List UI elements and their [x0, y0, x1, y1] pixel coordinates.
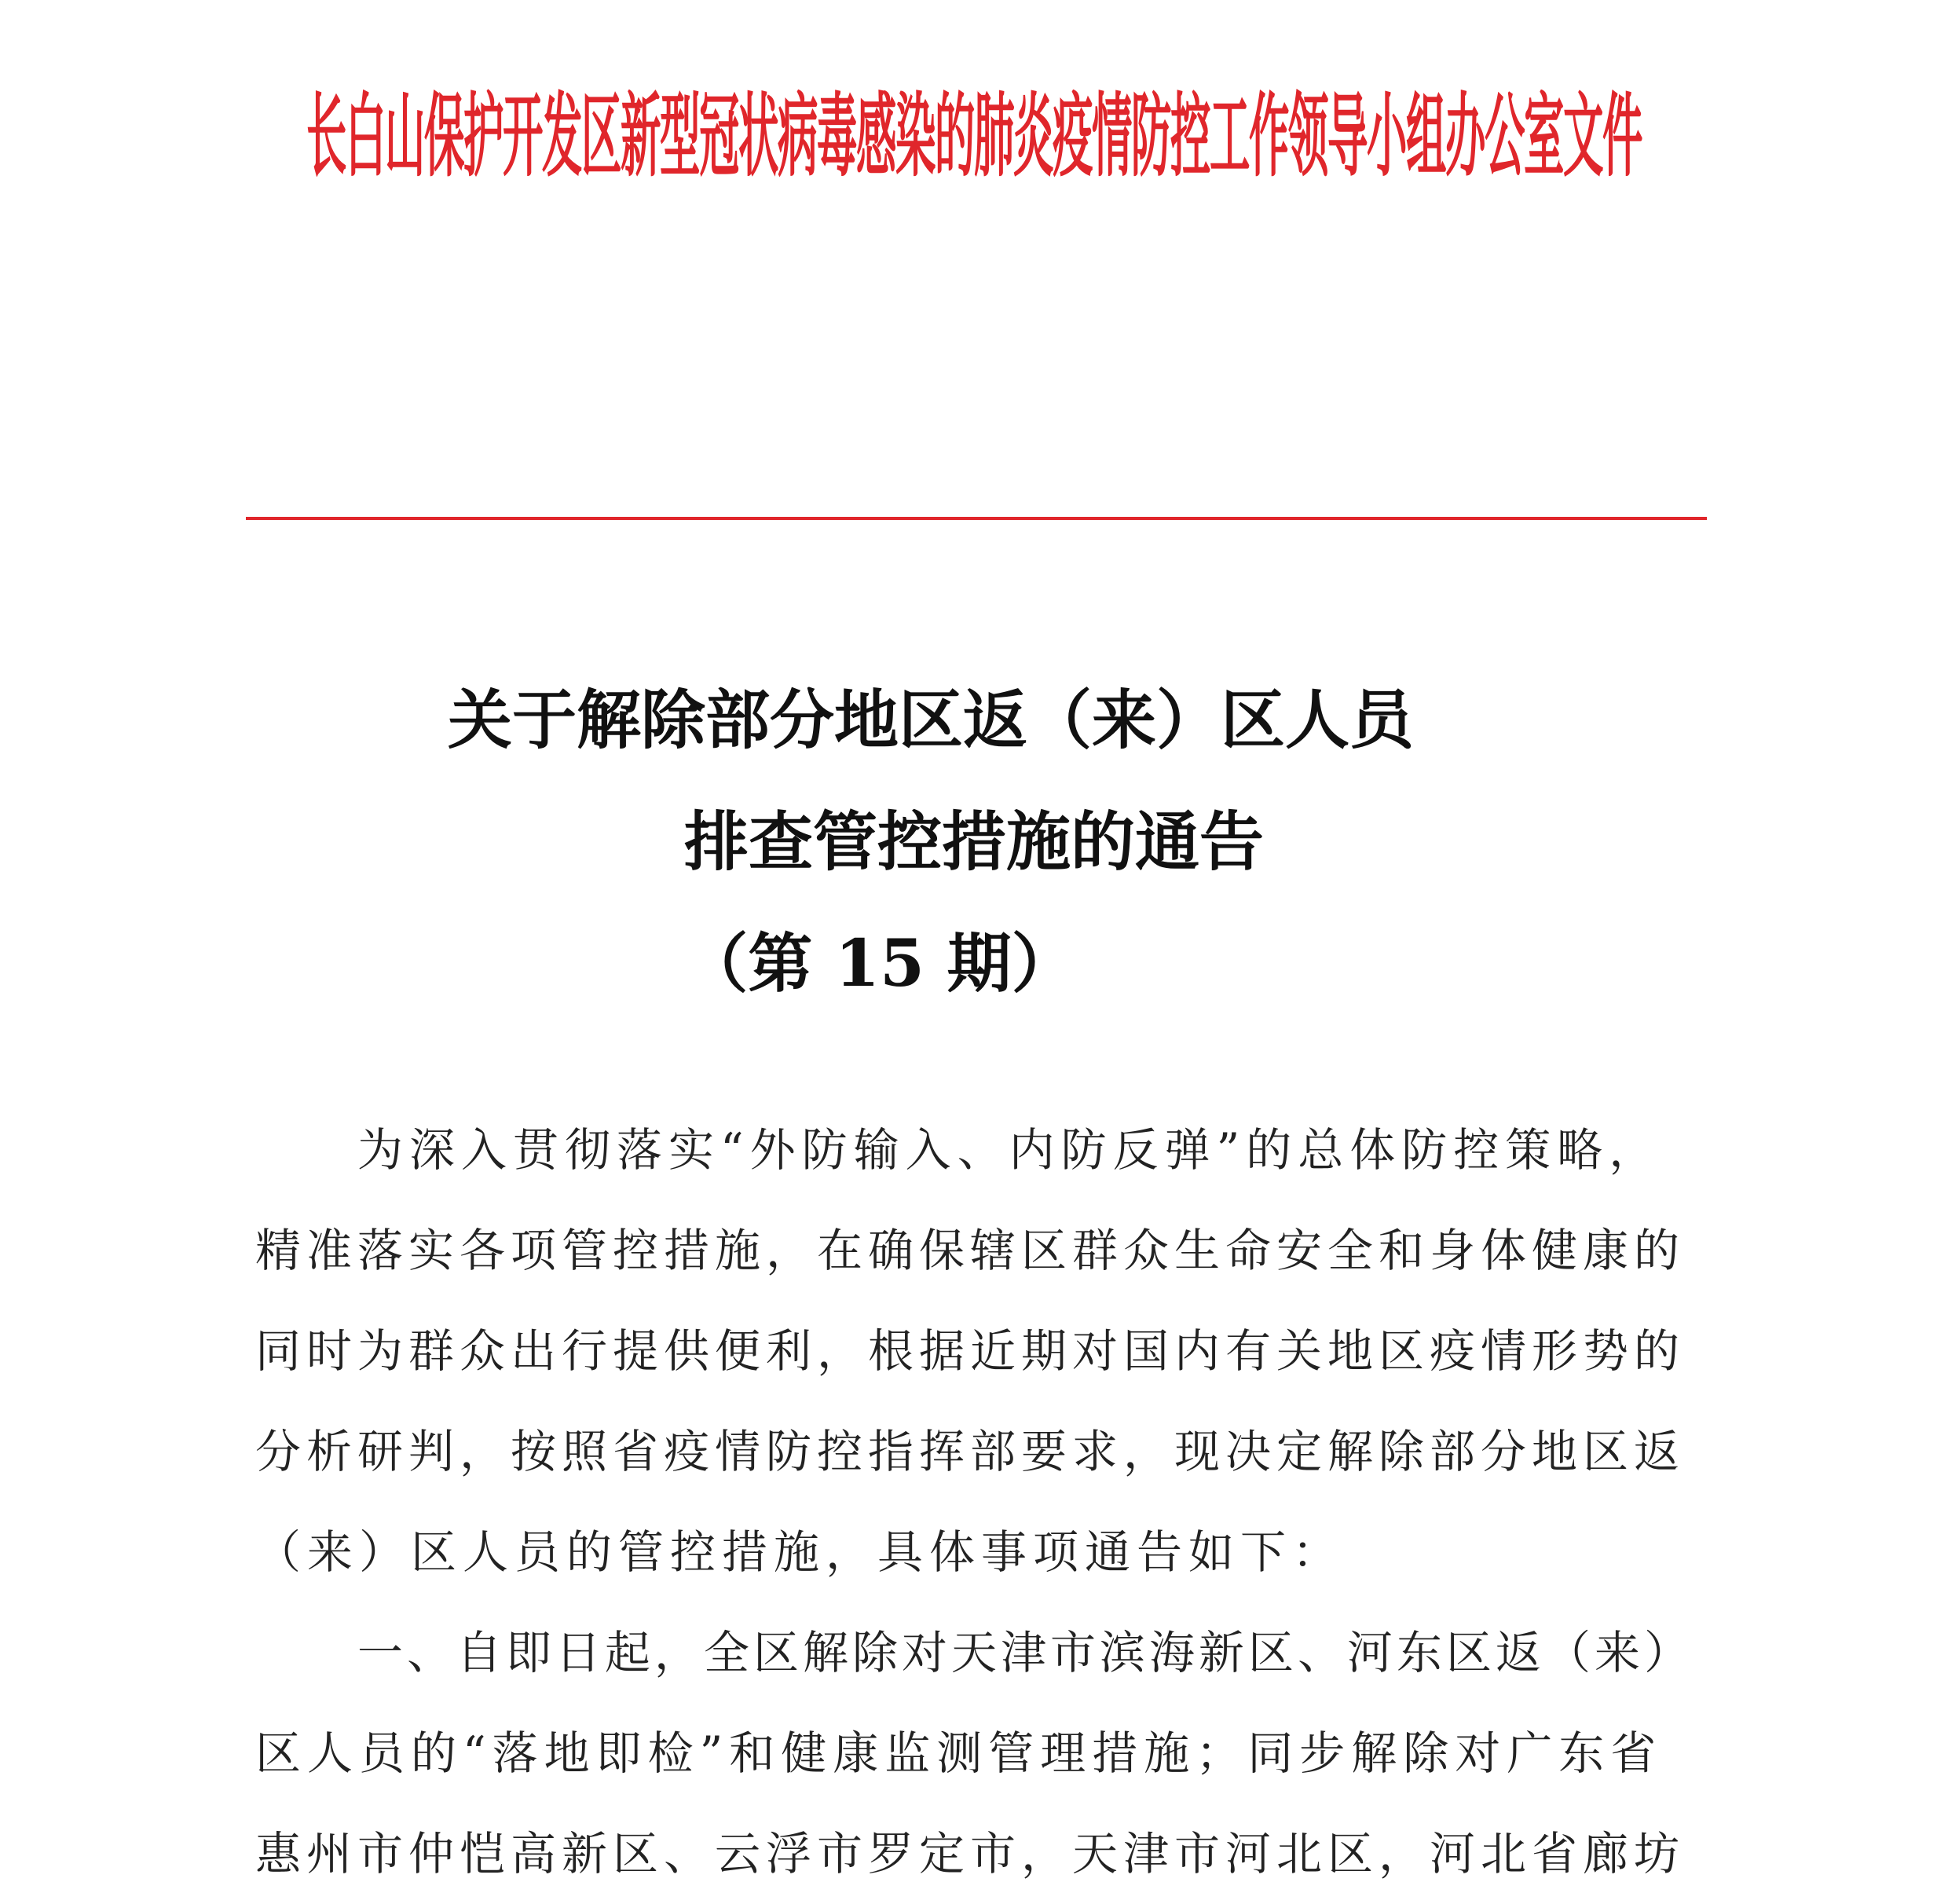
title-line-2: 排查管控措施的通告	[683, 804, 1264, 880]
body-line: 为深入贯彻落实“外防输入、内防反弹”的总体防控策略，	[357, 1123, 1661, 1177]
body-line: 区人员的“落地即检”和健康监测管理措施；同步解除对广东省	[255, 1726, 1663, 1780]
body-line: 分析研判，按照省疫情防控指挥部要求，现决定解除部分地区返	[255, 1425, 1686, 1478]
title-issue-number: （第 15 期）	[683, 926, 1076, 1001]
paragraph-intro	[255, 1100, 1704, 1602]
body-line: 精准落实各项管控措施，在确保辖区群众生命安全和身体健康的	[255, 1224, 1686, 1277]
title-line-1: 关于解除部分地区返（来）区人员	[447, 683, 1414, 758]
body-line: （来）区人员的管控措施，具体事项通告如下：	[255, 1525, 1345, 1579]
document-title	[0, 660, 1948, 1025]
body-line: 一、自即日起，全区解除对天津市滨海新区、河东区返（来）	[357, 1626, 1694, 1679]
red-divider-rule	[246, 517, 1707, 520]
body-line: 同时为群众出行提供便利，根据近期对国内有关地区疫情形势的	[255, 1324, 1686, 1378]
document-body	[255, 1100, 1704, 1904]
masthead-text: 长白山保护开发区新型冠状病毒感染的肺炎疫情防控工作领导小组办公室文件	[306, 82, 1642, 189]
body-line: 惠州市仲恺高新区、云浮市罗定市，天津市河北区，河北省廊坊	[255, 1827, 1686, 1880]
paragraph-item-1	[255, 1602, 1704, 1904]
document-masthead	[0, 82, 1948, 189]
